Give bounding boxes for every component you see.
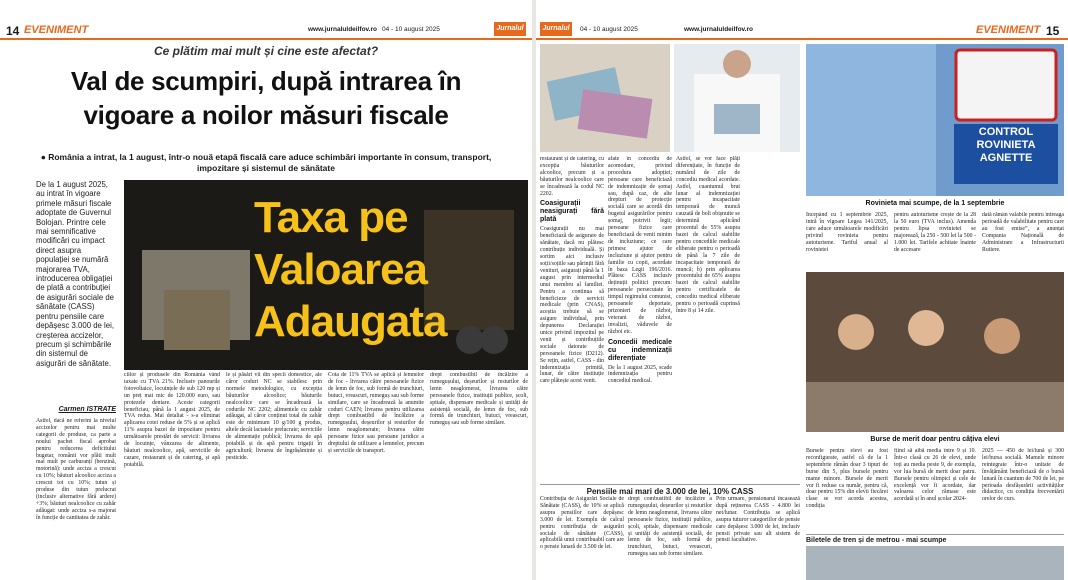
burse-col-3: 2025 — 450 de lei/lună și 300 lei/bursa socială. Mamele minore reintegrate într-o unitate de învățământ beneficiază de o bursă lunară în cuantum de 700 de lei, pe perioada desfășurării activităților didactice, cu condiția frecventării orelor de curs. xyxy=(982,448,1064,503)
left-page xyxy=(0,0,532,580)
left-body-col-3: le și păsări vii din specii domestice, ale căror coduri NC se stabilesc prin normele metodologice, cu excepția băuturilor alcoolice; băuturile nealcoolice care se încadrează la codurile NC 2202; alimentele cu zahăr adăugat, al căror conținut total de zahăr este de minimum 10 g/100 g produs, altele decât lactatele prelucrate; serviciile de alimentație publică; livrarea de apă potabilă și de apă pentru irigații în agricultură; livrarea de îngrășăminte și pesticide. xyxy=(226,372,322,461)
pension-heading: Pensiile mai mari de 3.000 de lei, 10% CASS xyxy=(540,484,800,496)
left-body-col-5: drept combustibil de încălzire a rumegușului, deșeurilor și resturilor de lemn neaglomerat, livrarea către persoanele fizice, instituții publice, școli, spitale, dispensare medicale și unități de asistență socială, de lemn de foc, sub formă de trunchiuri, butuci, vreascuri, rumeguș sau sub forme similare. xyxy=(430,372,528,427)
bullet-icon: ● xyxy=(40,152,49,162)
rovinieta-photo-graphic xyxy=(806,44,1064,196)
subhead-medical-leave: Concedii medicale cu indemnizații diferențiate xyxy=(608,338,672,362)
control-sign: CONTROL ROVINIETA AGNETTE xyxy=(976,126,1036,164)
burse-col-1: Bursele pentru elevi au fost reconfigurate, astfel că de la 1 septembrie rămân doar 3 tipuri de burse din 5, plus bursele pentru mame minore. Bursele de merit vor fi reduse ca număr, pentru că, doar pentru 15% din elevii fiecărei clase se vor acorda acestea, condiția xyxy=(806,448,888,510)
lead-line-2: impozitare și sistemul de sănătate xyxy=(197,163,335,173)
right-body-col-3: Astfel, se vor face plăți diferențiate, în funcție de numărul de zile de concediu medical acordate. Astfel, cuantumul brut lunar al indemnizației pentru incapacitate temporară de muncă cauzată de boli obișnuite se determină aplicând procentul de 55% asupra bazei de calcul stabilite pentru concediile medicale eliberate pentru o perioadă de până la 7 zile de incapacitate temporară de muncă; b) prin aplicarea procentului de 65% asupra bazei de calcul stabilite pentru certificatele de concediu medical eliberate pentru o perioadă cuprinsă între 8 și 14 zile. xyxy=(676,156,740,314)
kicker: Ce plătim mai mult și cine este afectat? xyxy=(153,44,379,58)
rovinieta-photo xyxy=(806,44,1064,196)
author: Carmen ISTRATE xyxy=(58,406,116,413)
lead: ● România a intrat, la 1 august, într-o nouă etapă fiscală care aduce schimbări importante în consum, transport, impozitare și sistemul de sănătate xyxy=(36,152,496,174)
page-number: 14 xyxy=(6,24,20,38)
section-label: EVENIMENT xyxy=(976,24,1041,36)
left-body-col-1: Astfel, dacă ne referim la nivelul accizelor pentru mai multe categorii de produse, ca parte a noului pachet fiscal aprobat pentru reducerea deficitului bugetar, românii vor plăti mult mai mult pe carburanți (benzină, motorină): unde acciza a crescut cu 10%; băuturi alcoolice acciza a crescut tot cu 10%; tutun și produse din tutun prelucrat (inclusiv alternative fără ardere) +3%; băuturi nealcoolice cu zahăr adăugat: unde acciza s-a majorat în funcție de cantitatea de zahăr. xyxy=(36,418,116,521)
vat-photo xyxy=(124,180,528,370)
subhead-coinsured: Coasigurații neasigurați fără plată xyxy=(540,200,604,224)
newspaper-logo: Jurnalul xyxy=(494,22,526,36)
right-body-col-1: restaurant și de catering, cu excepția băuturilor alcoolice, precum și a băuturilor nealcoolice care se încadrează la codul NC 2202. Coasigurații neasigurați fără plată Coasigurații nu mai beneficiază de asigurare de sănătate, dacă nu plătesc contribuție individuală. Și sortim aici inclusiv soții/soțiile sau părinții fără venituri, asigurați până la 1 august prin intermediul unui membru al familiei. Pentru a continua să beneficieze de servicii medicale (prin CNAS), aceștia trebuie să se asigure individual, prin depunerea Declarației unice privind impozitul pe venit și contribuțiile sociale datorate de persoanele fizice (D212). Se rețin, astfel, CASS - din indemnizația primită, lunar, de către instituție care plătește acest venit. xyxy=(540,156,604,385)
doctor-photo-graphic xyxy=(674,44,800,152)
rovinieta-col-3: dată rămân valabile pentru întreaga perioadă de valabilitate pentru care au fost emise”, a anunțat Compania Națională de Administrare a Infrastructurii Rutiere. xyxy=(982,212,1064,253)
newspaper-logo: Jurnalul xyxy=(540,22,572,36)
burse-heading: Burse de merit doar pentru câțiva elevi xyxy=(870,436,1000,443)
train-photo xyxy=(806,546,1064,580)
left-body-col-2: ciilor și produsele din România vând taxate cu TVA 21%. Inclusiv panourile fotovoltaice, locuințele de sub 120 mp și un preț mai mic de 120.000 euro, sau protezele dentare. Aceste categorii beneficiau, până la 1 august 2025, de TVA redus. Mai detaliat - s-a eliminat aplicarea cotei reduse de 5% și se aplică 11% asupra bazei de impozitare pentru următoarele prestări de servicii: livrarea de locuințe, vânzarea de alimente, băuturi nealcoolice, apă, serviciile de cazare, restaurant și de catering, și apă potabilă. xyxy=(124,372,220,468)
right-page xyxy=(536,0,1068,580)
headline xyxy=(0,64,532,132)
site-url: www.jurnaluldeilfov.ro xyxy=(684,26,753,33)
left-body-col-4: Cota de 11% TVA se aplică și lemnelor de foc - livrarea către persoanele fizice de lemn de foc, sub formă de trunchiuri, butuci, vreascuri, rumeguș sau sub forme similare, care se încadrează la anumite coduri CAEN; livrarea pentru utilizarea drept combustibil de încălzire a rumegușului, deșeurilor și resturilor de lemn neaglomerate; livrarea către persoane fizice sau persoane juridice a dreptului de utilizare a lemnelor, precum și serviciile de transport. xyxy=(328,372,424,454)
intro-paragraph: De la 1 august 2025, au intrat în vigoare primele măsuri fiscale adoptate de Guvernul Bolojan. Printre cele mai semnificative modificări cu impact direct asupra populației se numără majorarea TVA, introducerea obligației de plată a contribuției de asigurări sociale de sănătate (CASS) pentru pensiile care depășesc 3.000 de lei, creșterea accizelor, precum și schimbările din sistemul de asigurări de sănătate. xyxy=(36,180,115,368)
students-photo-graphic xyxy=(806,272,1064,432)
pension-col-3: Prin urmare, pensionarul încasează după reținerea CASS - 4.800 lei net/lunar. Contribuția se aplică asupra tuturor categoriilor de pensie care depășesc 3.000 de lei, inclusiv pensii private sau alt sistem de pensii facultative. xyxy=(716,496,800,544)
students-photo xyxy=(806,272,1064,432)
page-number: 15 xyxy=(1046,24,1060,38)
headline-line-1: Val de scumpiri, după intrarea în xyxy=(70,66,462,96)
doctor-photo xyxy=(674,44,800,152)
headline-line-2: vigoare a noilor măsuri fiscale xyxy=(83,100,449,130)
right-body-col-2: afate în concediu de acomodare, privind procedura adopției; persoane care beneficiază de indemnizație de șomaj sau, după caz, de alte drepturi de protecție socială care se acordă din bugetul asigurărilor pentru șomaj, potrivit legii; persoane fizice care beneficiază de venit minim de incluziune; ce care primesc ajutor de incluziune și ajutor pentru familie cu copii, acordate în baza Legii 196/2016. Plătesc CASS inclusiv deținuții politici precum: persoanele persecutate în timpul regimului comunist, persoanele deportate, prizonieri de război, veterani de război, invalizii, văduvele de război etc. Concedii medicale cu indemnizații diferențiate De la 1 august 2025, scade indemnizația pentru concediul medical. xyxy=(608,156,672,385)
section-label: EVENIMENT xyxy=(24,24,89,36)
burse-col-2: fiind să aibă media între 9 și 10. Într-o clasă cu 26 de elevi, unde toți au media peste 9, de exemplu, vor lua bursă de merit doar patru. Bursele pentru olimpici și cele de excelență vor fi acordate, dar valoarea celor rămase este acordată și în anul școlar 2024- xyxy=(894,448,976,503)
cash-photo xyxy=(540,44,670,152)
pension-col-2: drept combustibil de încălzire a rumegușului, deșeurilor și resturilor de lemn neaglomerat, livrarea către persoanele fizice, instituții publice, școli, spitale, dispensare medicale și unități de asistență socială, de lemn de foc, sub formă de trunchiuri, butuci, vreascuri, rumeguș sau sub forme similare. xyxy=(628,496,712,558)
issue-date: 04 - 10 august 2025 xyxy=(580,26,638,33)
left-header xyxy=(0,0,532,40)
issue-date: 04 - 10 august 2025 xyxy=(382,26,440,33)
train-heading: Biletele de tren și de metrou - mai scumpe xyxy=(806,534,1064,544)
rovinieta-col-1: Începând cu 1 septembrie 2025, intră în vigoare Legea 141/2025, care aduce următoarele modificări privind rovinieta pentru autoturisme. Tariful anual al rovinietei xyxy=(806,212,888,253)
rovinieta-col-2: pentru autoturisme crește de la 28 la 50 euro (TVA inclus). Amenda pentru lipsa rovinietei se majorează, la 250 - 500 lei la 500 - 1.000 lei. Tarifele achitate înainte de accesare xyxy=(894,212,976,253)
pension-col-1: Contribuția de Asigurări Sociale de Sănătate (CASS), de 10% se aplică asupra pensiilor care depășesc 3.000 de lei. Exemplu de calcul pentru contribuția de asigurări sociale de sănătate (CASS), aplicabilă unui contribuabil care are o pensie lunară de 3.500 de lei. xyxy=(540,496,624,551)
vat-photo-text: Taxa pe Valoarea Adaugata xyxy=(254,193,447,346)
cash-photo-graphic xyxy=(540,44,670,152)
right-header xyxy=(536,0,1068,40)
rovinieta-heading: Rovinieta mai scumpe, de la 1 septembrie xyxy=(865,200,1005,207)
site-url: www.jurnaluldeilfov.ro xyxy=(308,26,377,33)
